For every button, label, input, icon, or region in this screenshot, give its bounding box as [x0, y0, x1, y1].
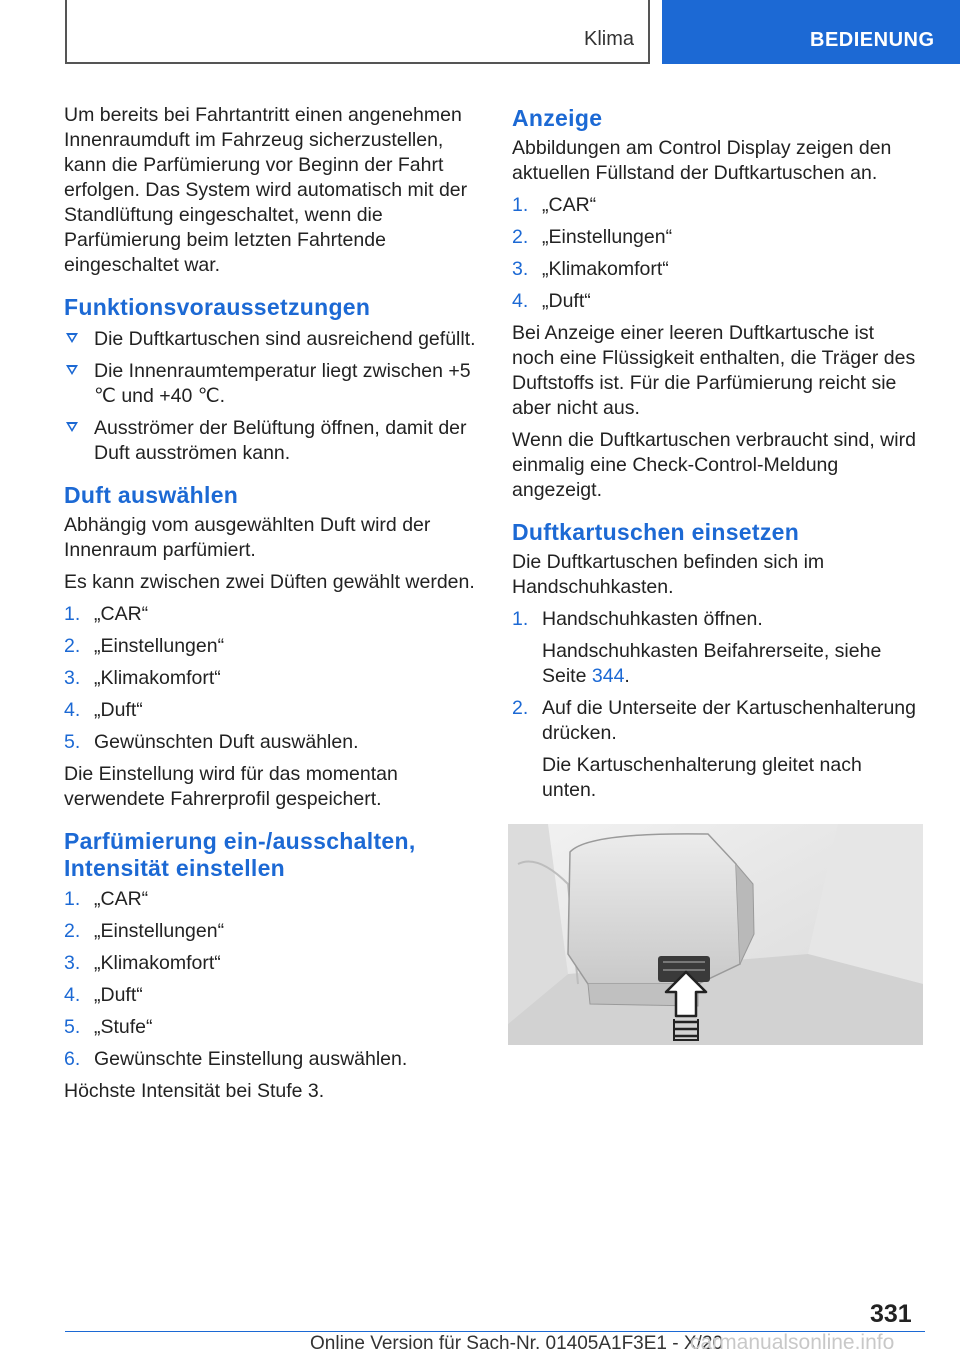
footer-online-version: Online Version für Sach-Nr. 01405A1F3E1 - X/20 [310, 1333, 723, 1354]
step-detail: Die Kartuschenhalterung gleitet nach unten. [542, 754, 862, 801]
header-chapter-tab: BEDIENUNG [662, 0, 960, 64]
select-paragraph-1: Abhängig vom ausgewählten Duft wird der Innenraum parfümiert. [64, 514, 431, 561]
triangle-bullet-icon [66, 422, 78, 432]
display-paragraph-3: Wenn die Duftkartuschen verbraucht sind, wird einmalig eine Check-Control-Meldung angezeigt. [512, 429, 916, 501]
display-paragraph-1: Abbildungen am Control Display zeigen den aktuellen Füllstand der Duftkartuschen an. [512, 137, 892, 184]
insert-steps [512, 607, 917, 803]
list-item: 2. „Einstellungen“ [64, 635, 225, 657]
list-item: 4. „Duft“ [512, 290, 591, 312]
list-item: Die Duftkartuschen sind ausreichend gefüllt. [64, 327, 482, 352]
toggle-paragraph-1: Höchste Intensität bei Stufe 3. [64, 1080, 325, 1102]
list-item: 4. „Duft“ [64, 699, 143, 721]
header-section-title: Klima [583, 28, 634, 50]
heading-display: Anzeige [512, 105, 603, 131]
toggle-steps [64, 887, 482, 1072]
list-item: 3. „Klimakomfort“ [512, 258, 669, 280]
list-item: 3. „Klimakomfort“ [64, 667, 221, 689]
step-detail: Handschuhkasten Beifahrerseite, siehe Seite 344. [542, 640, 882, 687]
list-item: 5. Gewünschten Duft auswählen. [64, 731, 359, 753]
insert-paragraph-1: Die Duftkartuschen befinden sich im Handschuhkasten. [512, 551, 825, 598]
header-bar [65, 0, 650, 64]
list-item: 3. „Klimakomfort“ [64, 952, 221, 974]
footer-watermark: carmanualsonline.info [690, 1331, 895, 1354]
heading-toggle-intensity: Parfümierung ein-/ausschalten, Intensität einstellen [64, 828, 416, 881]
list-item: Die Innenraumtemperatur liegt zwischen +5 ℃ und +40 ℃. [64, 359, 482, 409]
list-item: 4. „Duft“ [64, 984, 143, 1006]
list-item: 6. Gewünschte Einstellung auswählen. [64, 1048, 408, 1070]
list-item: 1. „CAR“ [64, 888, 149, 910]
list-item: 1. „CAR“ [64, 603, 149, 625]
triangle-bullet-icon [66, 365, 78, 375]
page-reference-link[interactable]: 344 [591, 665, 625, 687]
heading-requirements: Funktionsvoraussetzungen [64, 294, 371, 320]
display-paragraph-2: Bei Anzeige einer leeren Duftkartusche ist noch eine Flüssigkeit enthalten, die Träger des Duftstoffs ist. Für die Parfümierung reicht sie aber nicht aus. [512, 322, 916, 419]
list-item: 1. „CAR“ [512, 194, 597, 216]
select-paragraph-3: Die Einstellung wird für das momentan verwendete Fahrerprofil gespeichert. [64, 763, 398, 810]
list-item: 2. Auf die Unterseite der Kartuschenhalterung drücken. Die Kartuschenhalterung gleitet nach unten. [512, 697, 916, 801]
cartridge-holder-illustration [508, 824, 923, 1045]
left-column [64, 103, 482, 1111]
list-item: 5. „Stufe“ [64, 1016, 153, 1038]
requirements-list [64, 327, 482, 466]
select-steps [64, 602, 482, 755]
heading-insert-cartridges: Duftkartuschen einsetzen [512, 519, 800, 545]
glovebox-illustration-icon [508, 824, 923, 1045]
heading-select-scent: Duft auswählen [64, 482, 239, 508]
right-column [512, 103, 917, 810]
list-item: 1. Handschuhkasten öffnen. Handschuhkasten Beifahrerseite, siehe Seite 344. [512, 607, 917, 689]
select-paragraph-2: Es kann zwischen zwei Düften gewählt werden. [64, 571, 475, 593]
list-item: 2. „Einstellungen“ [512, 226, 673, 248]
list-item: Ausströmer der Belüftung öffnen, damit der Duft ausströmen kann. [64, 416, 482, 466]
triangle-bullet-icon [66, 333, 78, 343]
intro-paragraph: Um bereits bei Fahrtantritt einen angenehmen Innenraumduft im Fahrzeug sicherzustellen, kann die Parfümierung vor Beginn der Fahrt erfolgen. Das System wird automatisch mit der Standlüftung eingeschaltet, wenn die Parfümierung beim letzten Fahrtende eingeschaltet war. [64, 104, 468, 276]
page-number: 331 [870, 1300, 912, 1328]
list-item: 2. „Einstellungen“ [64, 920, 225, 942]
display-steps [512, 193, 917, 314]
